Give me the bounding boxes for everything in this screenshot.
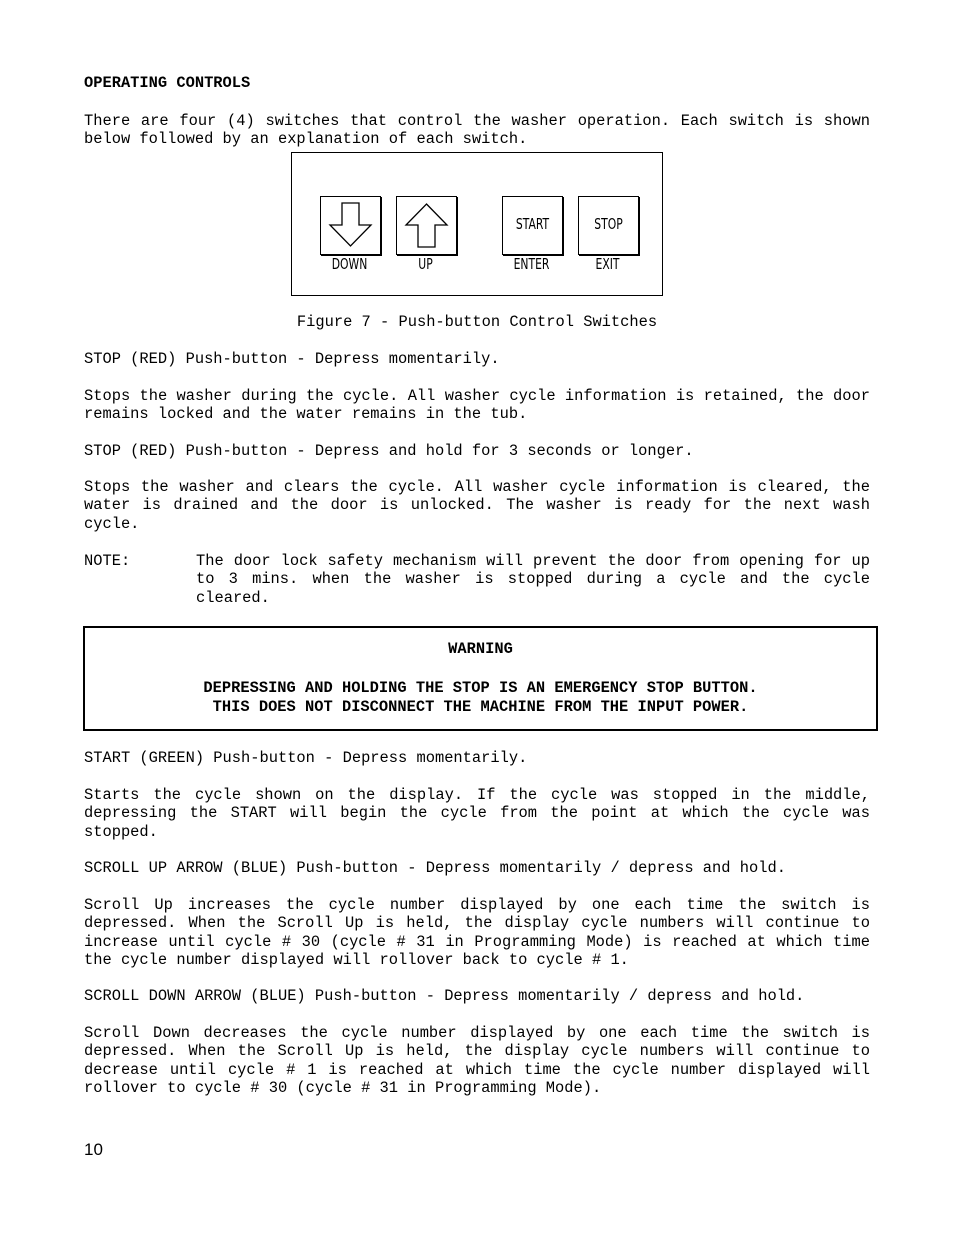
- exit-label: EXIT: [595, 255, 620, 273]
- start-text: Starts the cycle shown on the display. If the cycle was stopped in the middle, depressing the START will begin the cycle from the point at which the cycle was stopped.: [84, 786, 870, 841]
- stop-momentary-text: Stops the washer during the cycle. All washer cycle information is retained, the door remains locked and the water remains in the tub.: [84, 387, 870, 424]
- warning-box: [83, 626, 878, 731]
- page-number: 10: [84, 1140, 103, 1159]
- warning-line-2: THIS DOES NOT DISCONNECT THE MACHINE FROM THE INPUT POWER.: [212, 698, 749, 716]
- down-button: [320, 196, 381, 255]
- note-label: NOTE:: [84, 552, 131, 570]
- enter-label: ENTER: [513, 255, 550, 273]
- warning-title: WARNING: [448, 640, 513, 658]
- stop-button: [578, 196, 639, 255]
- stop-hold-text: Stops the washer and clears the cycle. All washer cycle information is cleared, the water is drained and the door is unlocked. The washer is ready for the next wash cycle.: [84, 478, 870, 533]
- scroll-up-text: Scroll Up increases the cycle number displayed by one each time the switch is depressed. When the Scroll Up is held, the display cycle numbers will continue to increase until cycle # 30 (cycle # 31 in Programming Mode) is reached at which time the cycle number displayed will rollover back to cycle # 1.: [84, 896, 870, 969]
- note-text: The door lock safety mechanism will prevent the door from opening for up to 3 mins. when the washer is stopped during a cycle and the cycle cleared.: [196, 552, 870, 607]
- warning-line-1: DEPRESSING AND HOLDING THE STOP IS AN EMERGENCY STOP BUTTON.: [203, 679, 758, 697]
- stop-momentary-title: STOP (RED) Push-button - Depress momentarily.: [84, 350, 500, 368]
- intro-paragraph: There are four (4) switches that control the washer operation. Each switch is shown below followed by an explanation of each switch.: [84, 112, 870, 149]
- start-button: [502, 196, 563, 255]
- down-arrow-icon: [321, 197, 380, 254]
- scroll-up-title: SCROLL UP ARROW (BLUE) Push-button - Depress momentarily / depress and hold.: [84, 859, 786, 877]
- start-button-face: START: [515, 215, 550, 233]
- down-button-label: DOWN: [331, 255, 368, 273]
- section-heading: OPERATING CONTROLS: [84, 74, 251, 92]
- up-arrow-icon: [397, 197, 456, 254]
- scroll-down-text: Scroll Down decreases the cycle number displayed by one each time the switch is depressed. When the Scroll Up is held, the display cycle numbers will continue to decrease until cycle # 1 is reached at which time the cycle number displayed will rollover to cycle # 30 (cycle # 31 in Programming Mode).: [84, 1024, 870, 1097]
- figure-caption: Figure 7 - Push-button Control Switches: [296, 313, 658, 331]
- start-title: START (GREEN) Push-button - Depress momentarily.: [84, 749, 528, 767]
- stop-hold-title: STOP (RED) Push-button - Depress and hold for 3 seconds or longer.: [84, 442, 694, 460]
- scroll-down-title: SCROLL DOWN ARROW (BLUE) Push-button - Depress momentarily / depress and hold.: [84, 987, 805, 1005]
- up-button-label: UP: [418, 255, 433, 273]
- up-button: [396, 196, 457, 255]
- push-button-figure: [291, 152, 663, 296]
- stop-button-face: STOP: [594, 215, 623, 233]
